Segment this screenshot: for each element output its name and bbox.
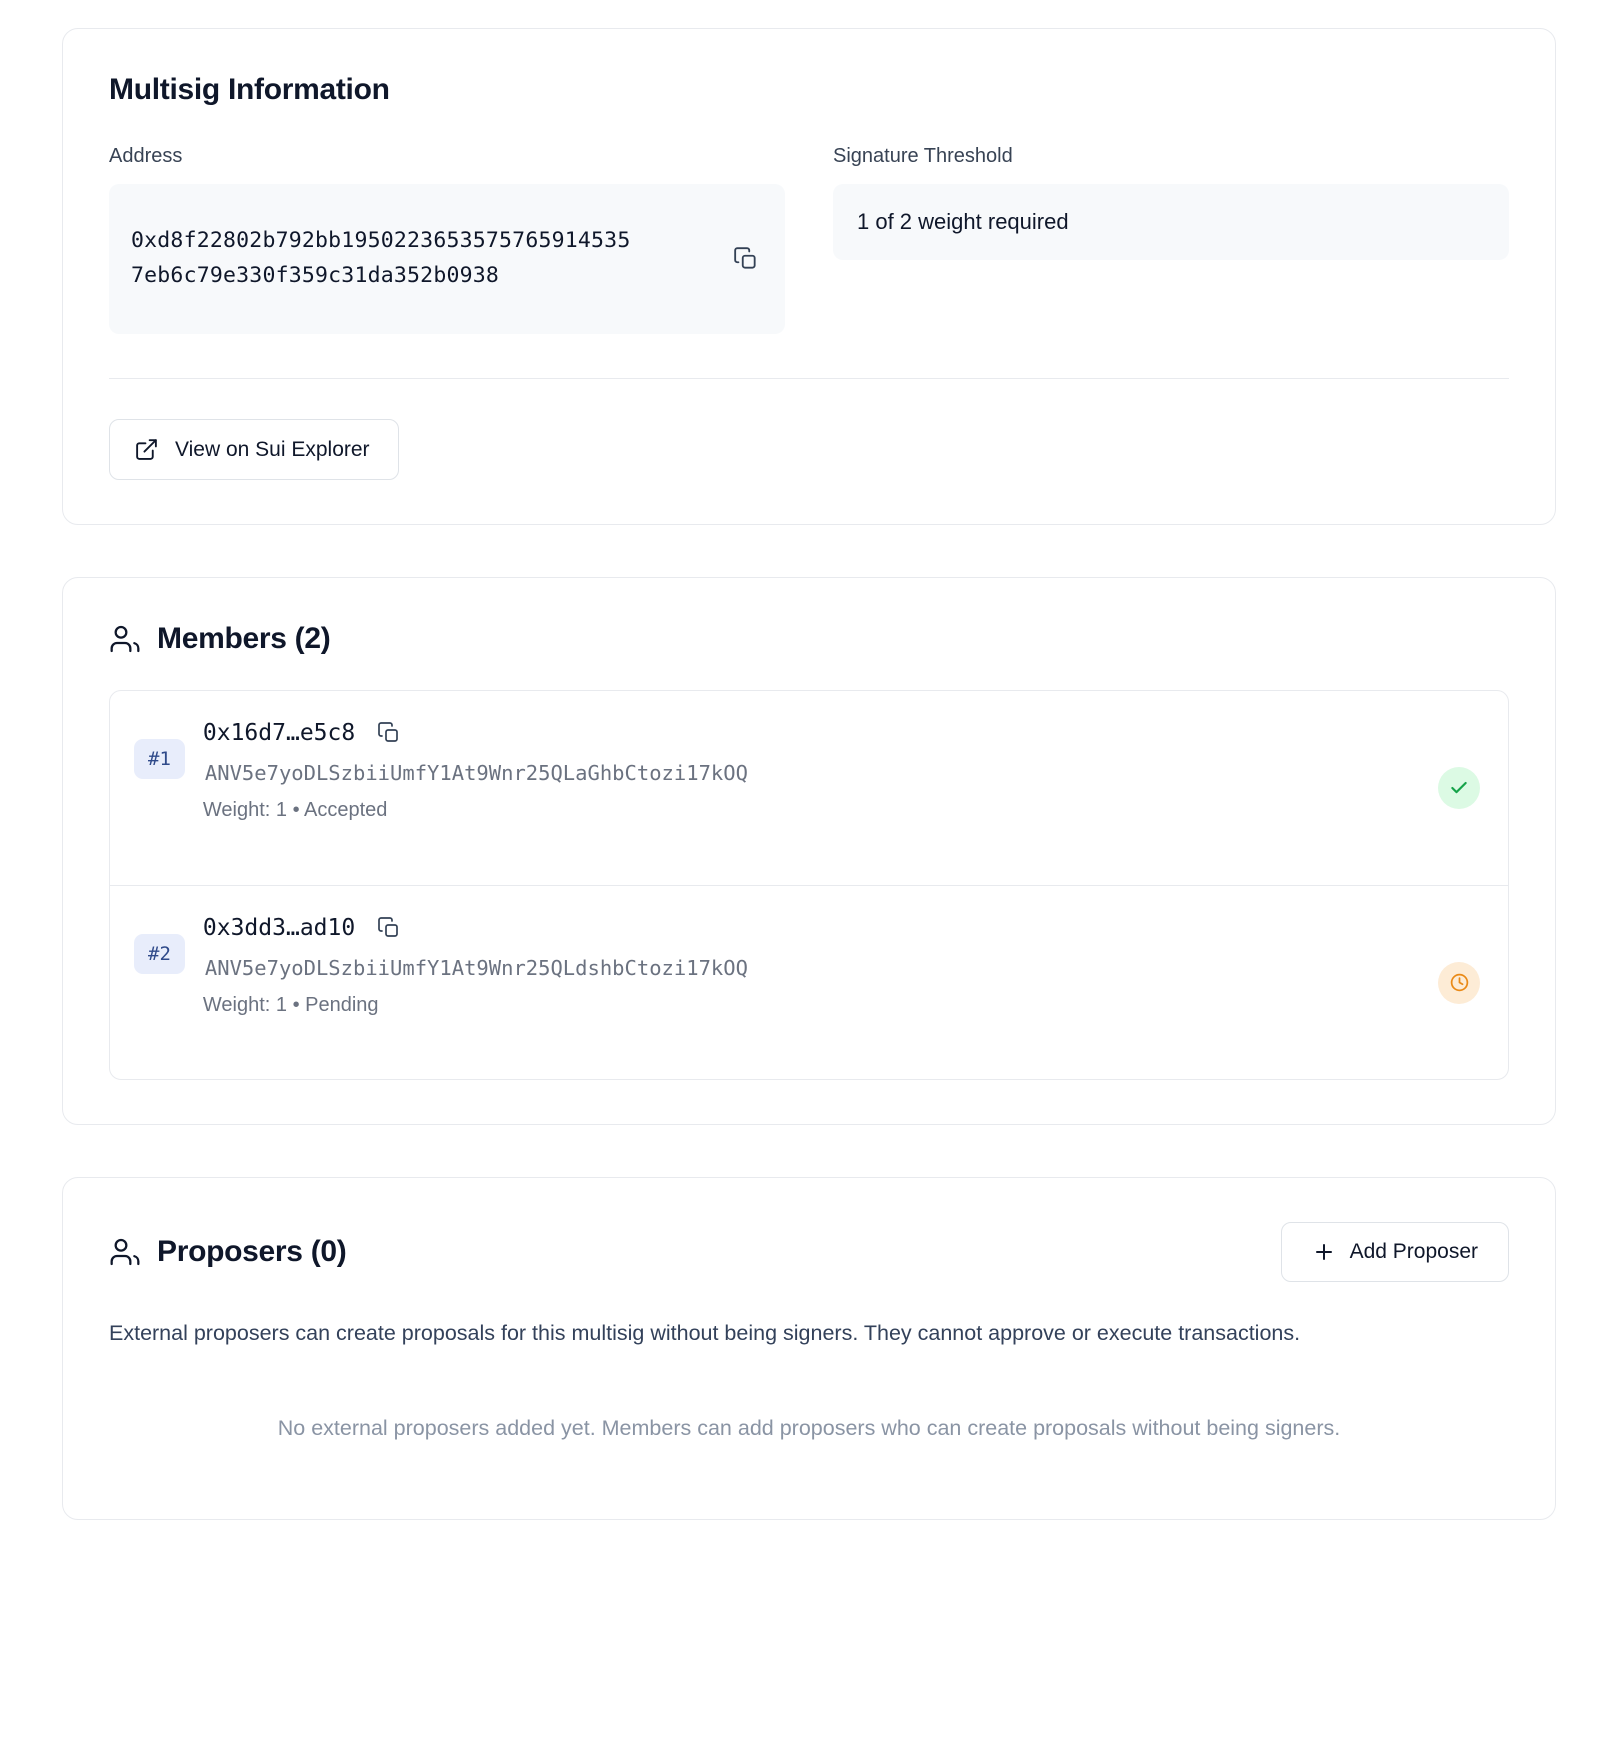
- copy-icon: [733, 260, 759, 275]
- list-item[interactable]: [110, 691, 1508, 885]
- status-badge: [1438, 962, 1480, 1004]
- page-title: Multisig Information: [109, 73, 390, 106]
- threshold-value: 1 of 2 weight required: [833, 184, 1509, 260]
- members-card: [62, 577, 1556, 1125]
- address-value-box: [109, 184, 785, 334]
- threshold-column: [833, 145, 1509, 334]
- section-divider: [109, 378, 1509, 379]
- proposers-description: External proposers can create proposals for this multisig without being signers. They cannot approve or execute transactions.: [109, 1321, 1301, 1345]
- check-icon: [1449, 778, 1469, 798]
- threshold-label: Signature Threshold: [833, 145, 1013, 167]
- member-public-key: ANV5e7yoDLSzbiiUmfY1At9Wnr25QLaGhbCtozi17kOQ: [204, 761, 748, 785]
- copy-icon: [377, 733, 401, 748]
- members-header: [109, 622, 1509, 656]
- view-on-sui-explorer-label: View on Sui Explorer: [175, 437, 370, 461]
- list-item[interactable]: [110, 885, 1508, 1079]
- plus-icon: [1312, 1240, 1336, 1264]
- member-index-badge: #2: [134, 934, 185, 974]
- proposers-title: Proposers (0): [157, 1235, 347, 1268]
- copy-member-address-button[interactable]: [373, 912, 405, 944]
- members-title: Members (2): [157, 622, 331, 655]
- status-badge: [1438, 767, 1480, 809]
- address-column: [109, 145, 785, 334]
- external-link-icon: [134, 437, 159, 462]
- view-on-sui-explorer-button[interactable]: [109, 419, 399, 480]
- multisig-information-card: [62, 28, 1556, 525]
- address-label: Address: [109, 145, 183, 167]
- members-list: [109, 690, 1509, 1080]
- copy-member-address-button[interactable]: [373, 717, 405, 749]
- multisig-details-grid: [109, 145, 1509, 334]
- proposers-card: [62, 1177, 1556, 1520]
- member-meta: Weight: 1 • Accepted: [202, 799, 388, 821]
- member-address: 0x3dd3…ad10: [202, 915, 356, 941]
- copy-icon: [377, 928, 401, 943]
- add-proposer-label: Add Proposer: [1349, 1240, 1478, 1263]
- member-public-key: ANV5e7yoDLSzbiiUmfY1At9Wnr25QLdshbCtozi17kOQ: [204, 956, 748, 980]
- proposers-empty-state: No external proposers added yet. Members can add proposers who can create proposals without being signers.: [277, 1415, 1341, 1440]
- clock-icon: [1449, 972, 1470, 993]
- proposers-header: [109, 1222, 1509, 1282]
- member-index-badge: #1: [134, 739, 185, 779]
- users-icon: [109, 1236, 141, 1268]
- copy-address-button[interactable]: [729, 242, 763, 276]
- users-icon: [109, 623, 141, 655]
- member-address: 0x16d7…e5c8: [202, 720, 356, 746]
- member-meta: Weight: 1 • Pending: [202, 994, 379, 1016]
- multisig-address: 0xd8f22802b792bb19502236535757659145357eb6c79e330f359c31da352b0938: [131, 228, 631, 288]
- add-proposer-button[interactable]: [1281, 1222, 1509, 1282]
